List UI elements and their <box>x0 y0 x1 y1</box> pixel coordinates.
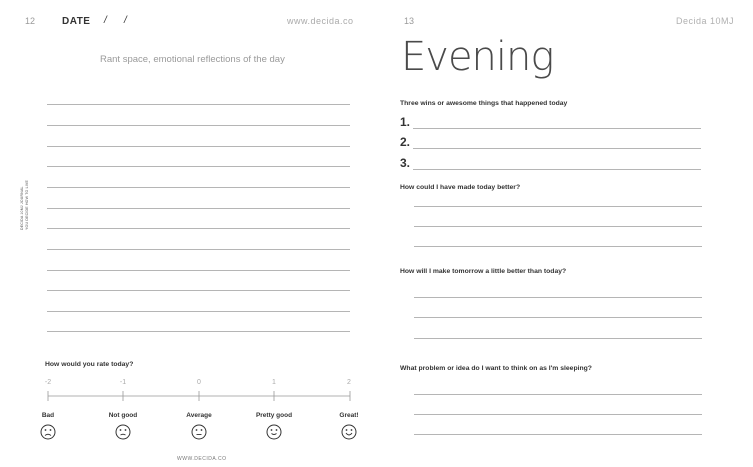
rating-label-not-good: Not good <box>108 412 138 419</box>
brand-header: Decida 10MJ <box>676 16 735 26</box>
date-slash-1: / <box>104 15 107 26</box>
scale-value: 1 <box>272 379 276 386</box>
sad-face-icon[interactable] <box>115 424 131 440</box>
scale-value: 2 <box>347 379 351 386</box>
rating-question: How would you rate today? <box>45 361 134 368</box>
rant-line[interactable] <box>47 208 350 209</box>
left-page-number: 12 <box>25 16 36 26</box>
rant-line[interactable] <box>47 270 350 271</box>
rant-line[interactable] <box>47 249 350 250</box>
vertical-text-line-2: YOU DECIDE HOW TO LIVE <box>25 180 29 230</box>
right-page-number: 13 <box>404 16 415 26</box>
rant-line[interactable] <box>47 290 350 291</box>
sleeping-line[interactable] <box>414 414 702 415</box>
scale-value: -2 <box>44 379 52 386</box>
better-today-line[interactable] <box>414 206 702 207</box>
tomorrow-line[interactable] <box>414 338 702 339</box>
neutral-face-icon[interactable] <box>191 424 207 440</box>
rating-label-great: Great! <box>339 412 359 419</box>
happy-face-icon[interactable] <box>341 424 357 440</box>
footer-website: WWW.DECIDA.CO <box>177 456 227 462</box>
win-line-3[interactable] <box>413 169 701 170</box>
rant-line[interactable] <box>47 166 350 167</box>
scale-value: -1 <box>119 379 127 386</box>
tomorrow-line[interactable] <box>414 317 702 318</box>
tomorrow-question: How will I make tomorrow a little better than today? <box>400 268 567 275</box>
better-today-line[interactable] <box>414 246 702 247</box>
rant-line[interactable] <box>47 228 350 229</box>
rant-line[interactable] <box>47 104 350 105</box>
vertical-brand-text <box>20 178 34 230</box>
win-number-3: 3. <box>400 156 411 170</box>
smile-face-icon[interactable] <box>266 424 282 440</box>
win-line-2[interactable] <box>413 148 701 149</box>
scale-value: 0 <box>197 379 201 386</box>
date-label: DATE <box>62 16 91 27</box>
rant-line[interactable] <box>47 311 350 312</box>
win-line-1[interactable] <box>413 128 701 129</box>
sleeping-line[interactable] <box>414 394 702 395</box>
rant-line[interactable] <box>47 146 350 147</box>
rating-label-pretty-good: Pretty good <box>255 412 293 419</box>
rant-prompt: Rant space, emotional reflections of the day <box>100 54 285 65</box>
rant-line[interactable] <box>47 331 350 332</box>
rating-label-bad: Bad <box>41 412 55 419</box>
sad-face-icon[interactable] <box>40 424 56 440</box>
better-today-line[interactable] <box>414 226 702 227</box>
wins-question: Three wins or awesome things that happened today <box>400 100 568 107</box>
win-number-2: 2. <box>400 135 411 149</box>
vertical-text-line-1: DECIDA 10MJ JOURNAL <box>20 186 24 230</box>
sleeping-question: What problem or idea do I want to think on as I'm sleeping? <box>400 365 592 372</box>
rating-axis[interactable] <box>40 390 360 404</box>
win-number-1: 1. <box>400 115 411 129</box>
page-title: Evening <box>401 34 554 80</box>
website-header: www.decida.co <box>287 16 354 26</box>
date-slash-2: / <box>124 15 127 26</box>
better-today-question: How could I have made today better? <box>400 184 521 191</box>
sleeping-line[interactable] <box>414 434 702 435</box>
tomorrow-line[interactable] <box>414 297 702 298</box>
rant-line[interactable] <box>47 125 350 126</box>
rating-label-average: Average <box>186 412 212 419</box>
rant-line[interactable] <box>47 187 350 188</box>
